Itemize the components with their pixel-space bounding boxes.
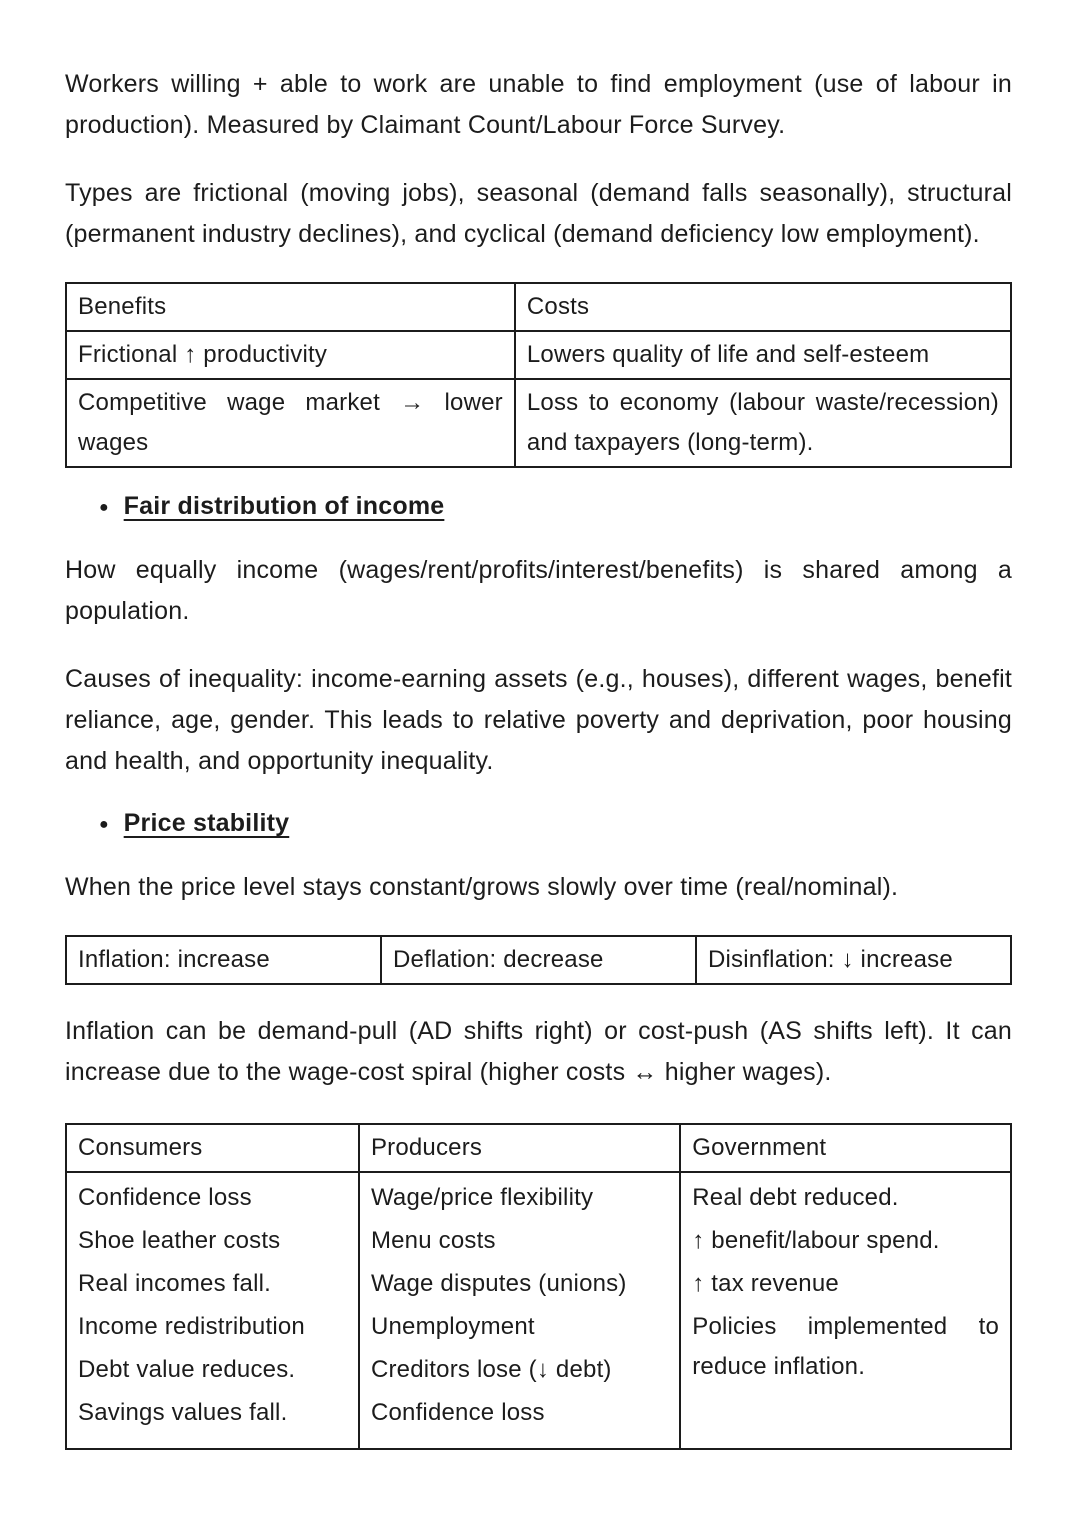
list-item: Unemployment: [370, 1313, 535, 1340]
list-item: Confidence loss: [78, 1184, 252, 1211]
table-row: [66, 331, 1011, 379]
costs-header-cell: Costs: [515, 283, 1011, 331]
inflation-cell: Inflation: increase: [66, 936, 381, 984]
consumers-header-cell: Consumers: [66, 1124, 359, 1172]
paragraph-unemployment-types: Types are frictional (moving jobs), seasonal (demand falls seasonally), structural (permanent industry declines), and cyclical (demand deficiency low employment).: [65, 179, 1012, 248]
list-item: Confidence loss: [370, 1399, 545, 1426]
cost-economy-loss-cell: Loss to economy (labour waste/recession) and taxpayers (long-term).: [515, 379, 1011, 467]
list-item: Real debt reduced.: [692, 1184, 899, 1211]
list-item: Menu costs: [370, 1227, 496, 1254]
inflation-effects-table: [65, 1123, 1012, 1450]
list-item: ↑ tax revenue: [692, 1270, 839, 1297]
list-item: Shoe leather costs: [78, 1227, 281, 1254]
inflation-terms-table: [65, 935, 1012, 985]
benefits-costs-header-row: [66, 283, 1011, 331]
list-item: Wage/price flexibility: [370, 1184, 594, 1211]
paragraph-unemployment-definition: Workers willing + able to work are unable to find employment (use of labour in production). Measured by Claimant Count/Labour Force Survey.: [65, 70, 1012, 139]
section-heading-fair-distribution: [65, 492, 1012, 521]
cost-quality-of-life-cell: Lowers quality of life and self-esteem: [515, 331, 1011, 379]
list-item: Income redistribution: [78, 1313, 305, 1340]
benefit-competitive-wage-cell: Competitive wage market → lower wages: [66, 379, 515, 467]
list-item: Debt value reduces.: [78, 1356, 296, 1383]
section-heading-price-stability: [65, 809, 1012, 838]
effects-header-row: [66, 1124, 1011, 1172]
price-stability-heading-text: Price stability: [123, 809, 290, 837]
table-row: [66, 379, 1011, 467]
government-effects-cell: [680, 1172, 1011, 1449]
list-item: Wage disputes (unions): [370, 1270, 627, 1297]
bullet-icon: ●: [99, 816, 109, 833]
paragraph-inflation-causes: Inflation can be demand-pull (AD shifts right) or cost-push (AS shifts left). It can increase due to the wage-cost spiral (higher costs ↔ higher wages).: [65, 1017, 1012, 1086]
government-header-cell: Government: [680, 1124, 1011, 1172]
paragraph-income-distribution-definition: How equally income (wages/rent/profits/interest/benefits) is shared among a population.: [65, 556, 1012, 625]
inflation-terms-row: [66, 936, 1011, 984]
effects-body-row: [66, 1172, 1011, 1449]
benefits-header-cell: Benefits: [66, 283, 515, 331]
benefits-costs-table: [65, 282, 1012, 468]
consumers-effects-cell: [66, 1172, 359, 1449]
list-item: Policies implemented to reduce inflation.: [692, 1313, 999, 1380]
producers-effects-cell: [359, 1172, 680, 1449]
list-item: ↑ benefit/labour spend.: [692, 1227, 940, 1254]
deflation-cell: Deflation: decrease: [381, 936, 696, 984]
paragraph-price-stability-definition: When the price level stays constant/grows slowly over time (real/nominal).: [65, 873, 899, 901]
list-item: Creditors lose (↓ debt): [370, 1356, 612, 1383]
list-item: Real incomes fall.: [78, 1270, 272, 1297]
fair-distribution-heading-text: Fair distribution of income: [123, 492, 445, 520]
paragraph-inequality-causes: Causes of inequality: income-earning assets (e.g., houses), different wages, benefit reliance, age, gender. This leads to relative poverty and deprivation, poor housing and health, and opportunity inequality.: [65, 665, 1012, 775]
producers-header-cell: Producers: [359, 1124, 680, 1172]
disinflation-cell: Disinflation: ↓ increase: [696, 936, 1011, 984]
benefit-frictional-cell: Frictional ↑ productivity: [66, 331, 515, 379]
list-item: Savings values fall.: [78, 1399, 288, 1426]
bullet-icon: ●: [99, 499, 109, 516]
